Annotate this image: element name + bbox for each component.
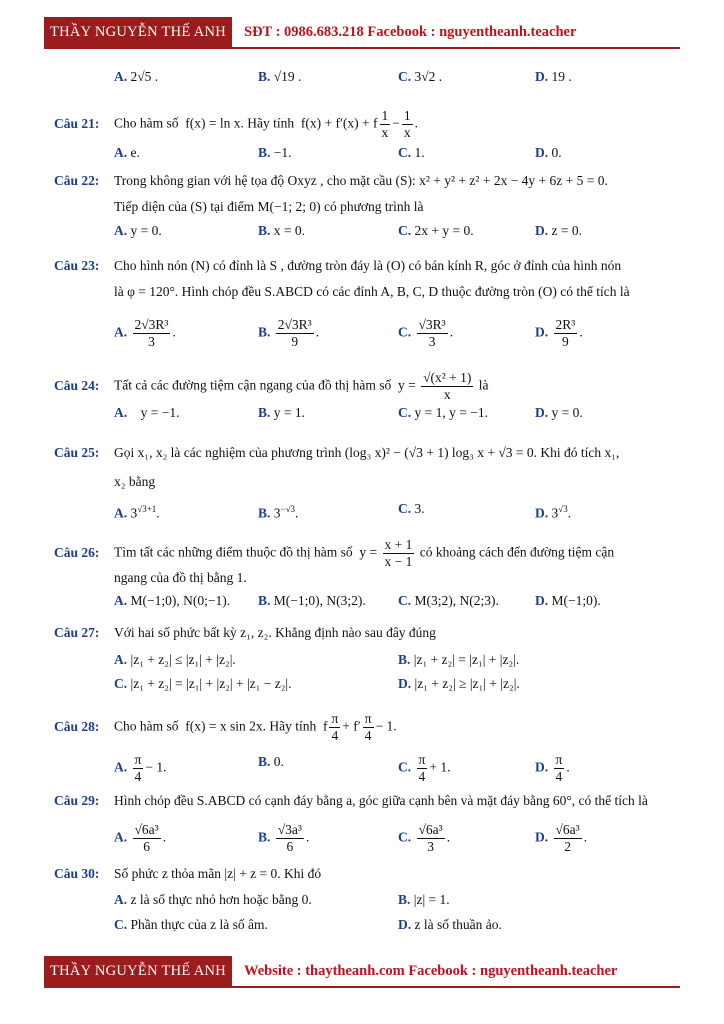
question-22: Câu 22: Trong không gian với hệ tọa độ Oxyz , cho mặt cầu (S): x² + y² + z² + 2x − 4y + 6z + 5 = 0. — [54, 173, 608, 188]
q21-option-d: D. 0. — [535, 145, 562, 160]
q23-option-d: D. $\frac{\text{2R³}}{9}$ . — [535, 317, 583, 349]
question-26-cont: ngang của đồ thị bằng 1. — [114, 570, 247, 585]
question-24: Câu 24: Tất cả các đường tiệm cận ngang của đồ thị hàm số y = $\frac{\text{√(x² + 1)}}{x}$ là — [54, 370, 489, 402]
question-28: Câu 28: Cho hàm số f(x) = x sin 2x. Hãy tính f $\frac{\pi}{4}$ + f′ $\frac{\pi}{4}$ − 1. — [54, 711, 397, 743]
header-author: THẦY NGUYỄN THẾ ANH — [44, 17, 232, 47]
q29-option-b: B. $\frac{\text{√3a³}}{6}$ . — [258, 822, 310, 854]
q24-option-b: B. y = 1. — [258, 405, 306, 420]
q30-option-c: C. Phần thực của z là số âm. — [114, 917, 268, 932]
question-29: Câu 29: Hình chóp đều S.ABCD có cạnh đáy bằng a, góc giữa cạnh bên và mặt đáy bằng 60°, có thể tích là — [54, 793, 648, 808]
q21-option-a: A. e. — [114, 145, 140, 160]
q30-option-b: B. |z| = 1. — [398, 892, 450, 907]
q23-option-a: A. $\frac{\text{2√3R³}}{3}$ . — [114, 317, 176, 349]
question-22-cont: Tiếp diện của (S) tại điểm M(−1; 2; 0) có phương trình là — [114, 199, 424, 214]
q29-option-c: C. $\frac{\text{√6a³}}{3}$ . — [398, 822, 451, 854]
q28-option-c: C. $\frac{\pi}{4}$ + 1. — [398, 752, 451, 784]
q22-option-a: A. y = 0. — [114, 223, 162, 238]
question-23: Câu 23: Cho hình nón (N) có đỉnh là S , đường tròn đáy là (O) có bán kính R, góc ở đỉnh của hình nón — [54, 258, 622, 273]
q29-option-a: A. $\frac{\text{√6a³}}{6}$ . — [114, 822, 167, 854]
q21-option-c: C. 1. — [398, 145, 425, 160]
q25-option-a: A. $3^{√3+1}$. — [114, 504, 160, 521]
q21-option-b: B. −1. — [258, 145, 292, 160]
footer-author: THẦY NGUYỄN THẾ ANH — [44, 956, 232, 986]
question-26: Câu 26: Tìm tất các những điểm thuộc đồ thị hàm số y = $\frac{x + 1}{x - 1}$ có khoảng cách đến đường tiệm cận — [54, 537, 615, 569]
question-30: Câu 30: Số phức z thỏa mãn |z| + z = 0. Khi đó — [54, 866, 322, 881]
footer-contact: Website : thaytheanh.com Facebook : nguyentheanh.teacher — [244, 963, 618, 979]
question-21: Câu 21: Cho hàm số f(x) = ln x. Hãy tính f(x) + f′(x) + f $\frac{1}{x}$ − $\frac{1}{x}$ . — [54, 108, 418, 140]
q26-option-d: D. M(−1;0). — [535, 593, 601, 608]
q24-option-c: C. y = 1, y = −1. — [398, 405, 488, 420]
q22-option-b: B. x = 0. — [258, 223, 306, 238]
q25-option-d: D. $3^{√3}$. — [535, 504, 572, 521]
q25-option-b: B. $3^{-√3}$. — [258, 504, 299, 521]
question-27: Câu 27: Với hai số phức bất kỳ z₁, z₂. Khẳng định nào sau đây đúng — [54, 625, 436, 640]
q26-option-c: C. M(3;2), N(2;3). — [398, 593, 499, 608]
q24-option-d: D. y = 0. — [535, 405, 583, 420]
q28-option-d: D. $\frac{\pi}{4}$ . — [535, 752, 570, 784]
q20-option-c: C. 3√2 . — [398, 69, 443, 84]
q25-option-c: C. 3. — [398, 501, 425, 516]
q24-option-a: A. y = −1. — [114, 405, 180, 420]
q29-option-d: D. $\frac{\text{√6a³}}{2}$ . — [535, 822, 588, 854]
footer-banner — [44, 956, 680, 988]
q26-option-a: A. M(−1;0), N(0;−1). — [114, 593, 231, 608]
q22-option-d: D. z = 0. — [535, 223, 582, 238]
q27-option-d: D. |z₁ + z₂| ≥ |z₁| + |z₂|. — [398, 676, 520, 691]
header-contact: SĐT : 0986.683.218 Facebook : nguyentheanh.teacher — [244, 24, 577, 40]
header-banner — [44, 17, 680, 49]
q28-option-b: B. 0. — [258, 754, 284, 769]
q27-option-a: A. |z₁ + z₂| ≤ |z₁| + |z₂|. — [114, 652, 236, 667]
q27-option-c: C. |z₁ + z₂| = |z₁| + |z₂| + |z₁ − z₂|. — [114, 676, 292, 691]
question-25-cont: x₂ bằng — [114, 474, 156, 489]
q22-option-c: C. 2x + y = 0. — [398, 223, 474, 238]
q28-option-a: A. $\frac{\pi}{4}$ − 1. — [114, 752, 167, 784]
q26-option-b: B. M(−1;0), N(3;2). — [258, 593, 366, 608]
q20-option-b: B. √19 . — [258, 69, 302, 84]
q30-option-a: A. z là số thực nhỏ hơn hoặc bằng 0. — [114, 892, 312, 907]
question-23-cont: là φ = 120°. Hình chóp đều S.ABCD có các đỉnh A, B, C, D thuộc đường tròn (O) có thể tích là — [114, 284, 630, 299]
q23-option-c: C. $\frac{\text{√3R³}}{3}$ . — [398, 317, 454, 349]
q27-option-b: B. |z₁ + z₂| = |z₁| + |z₂|. — [398, 652, 520, 667]
question-25: Câu 25: Gọi x₁, x₂ là các nghiệm của phương trình (log₃ x)² − (√3 + 1) log₃ x + √3 = 0. Khi đó tích x₁, — [54, 445, 620, 460]
q30-option-d: D. z là số thuần ảo. — [398, 917, 502, 932]
q20-option-a: A. 2√5 . — [114, 69, 159, 84]
q23-option-b: B. $\frac{\text{2√3R³}}{9}$ . — [258, 317, 320, 349]
q20-option-d: D. 19 . — [535, 69, 572, 84]
